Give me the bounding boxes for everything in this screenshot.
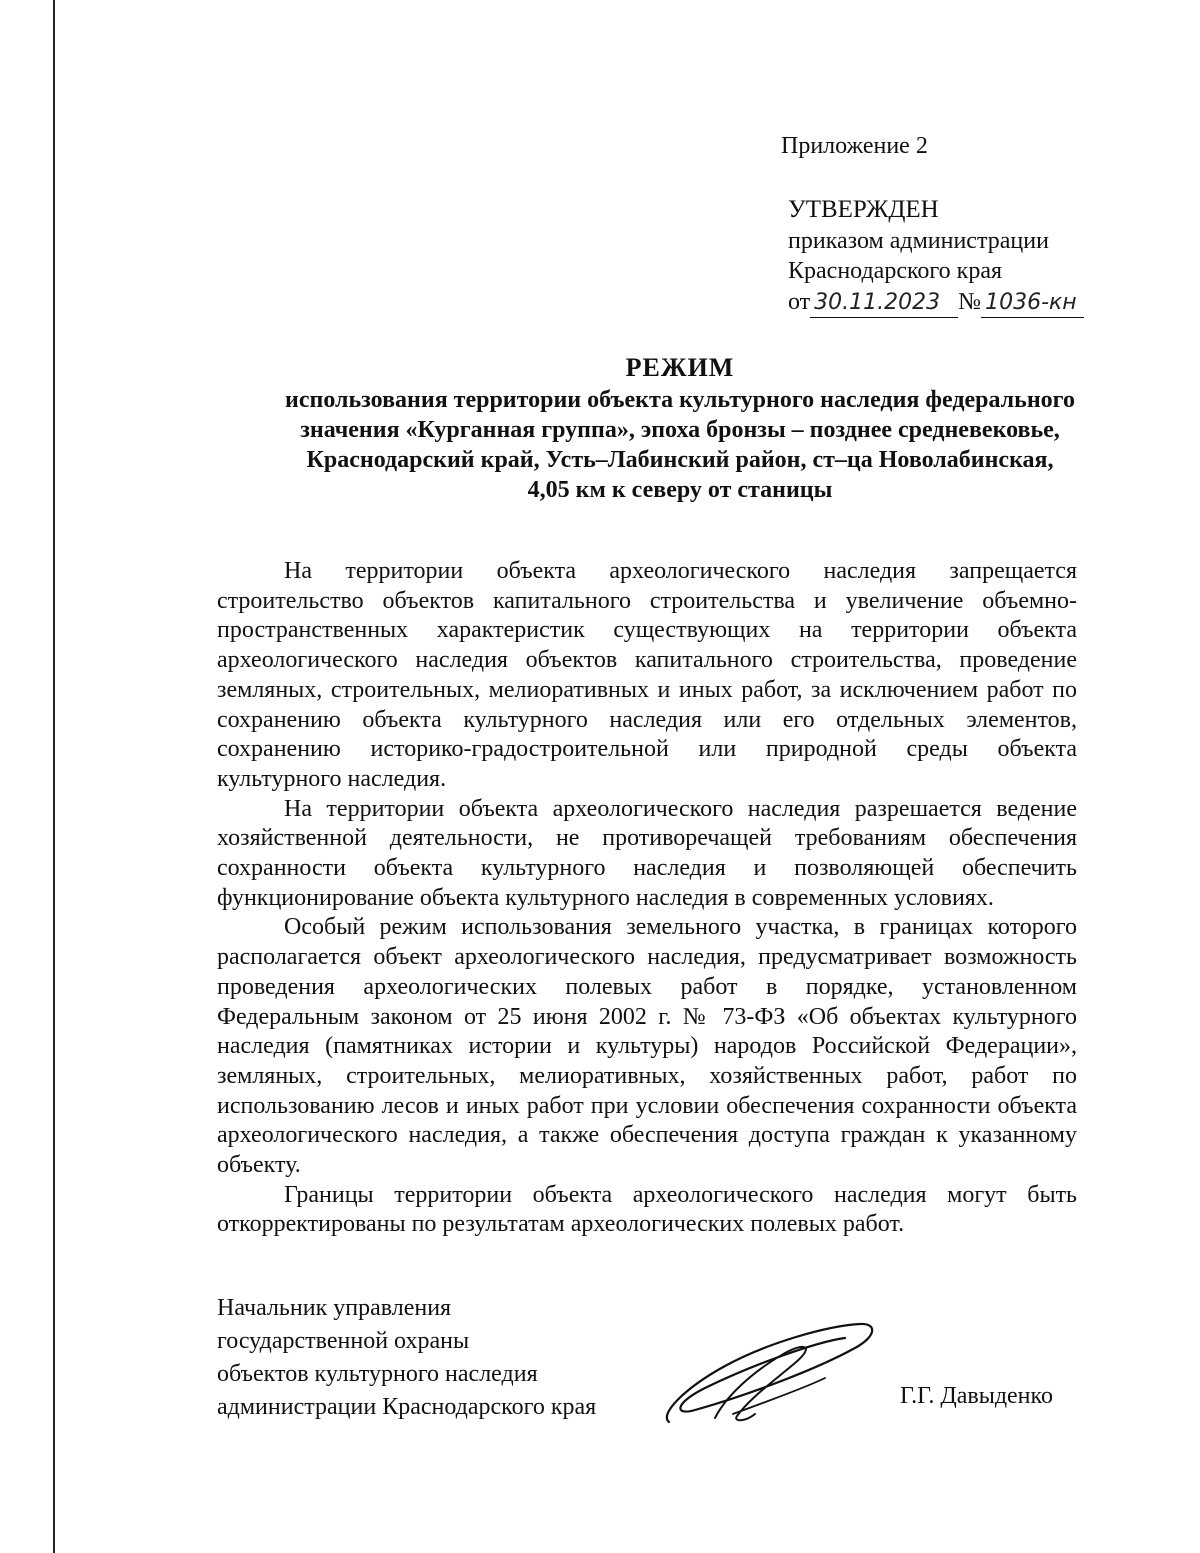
paragraph: Границы территории объекта археологического наследия могут быть откорректированы по результатам археологических полевых работ. — [217, 1181, 1077, 1238]
handwritten-signature — [655, 1318, 880, 1428]
approval-line-2: Краснодарского края — [788, 258, 1003, 284]
document-title: РЕЖИМ — [625, 353, 735, 382]
paragraph: Особый режим использования земельного участка, в границах которого располагается объект археологического наследия, предусматривает возможность проведения археологических полевых работ в порядке, установленном Федеральным законом от 25 июня 2002 г. № 73-ФЗ «Об объектах культурного наследия (памятниках истории и культуры) народов Российской Федерации», земляных, строительных, мелиоративных, хозяйственных работ, работ по использованию лесов и иных работ при условии обеспечения сохранности объекта археологического наследия, а также обеспечения доступа граждан к указанному объекту. — [217, 914, 1077, 1179]
signer-name: Г.Г. Давыденко — [900, 1383, 1053, 1409]
document-body — [217, 557, 1077, 1240]
order-number: 1036-кн — [981, 291, 1084, 318]
document-subtitle: использования территории объекта культурного наследия федерального значения «Курганная группа», эпоха бронзы – позднее средневековье, Краснодарский край, Усть–Лабинский район, ст–ца Новолабинская, 4,05 км к северу от станицы — [285, 387, 1075, 503]
signer-position: Начальник управления государственной охраны объектов культурного наследия администрации Краснодарского края — [217, 1295, 597, 1420]
document-title-block — [140, 351, 1200, 505]
order-date: 30.11.2023 — [810, 291, 958, 318]
appendix-label: Приложение 2 — [781, 133, 928, 159]
scan-edge-line — [53, 0, 55, 1553]
approval-line-1: приказом администрации — [788, 227, 1049, 254]
approval-stamp-block — [788, 195, 1118, 318]
paragraph: На территории объекта археологического наследия разрешается ведение хозяйственной деятельности, не противоречащей требованиям обеспечения сохранности объекта культурного наследия и позволяющей обеспечить функционирование объекта культурного наследия в современных условиях. — [217, 795, 1077, 911]
approval-date-number-line — [788, 287, 1118, 318]
paragraph: На территории объекта археологического наследия запрещается строительство объектов капитального строительства и увеличение объемно-пространственных характеристик существующих на территории объекта археологического наследия объектов капитального строительства, проведение земляных, строительных, мелиоративных и иных работ, за исключением работ по сохранению объекта культурного наследия или его отдельных элементов, сохранению историко-градостроительной или природной среды объекта культурного наследия. — [217, 558, 1077, 792]
from-label: от — [788, 288, 811, 315]
approved-heading: УТВЕРЖДЕН — [788, 196, 939, 223]
number-label: № — [958, 288, 982, 315]
